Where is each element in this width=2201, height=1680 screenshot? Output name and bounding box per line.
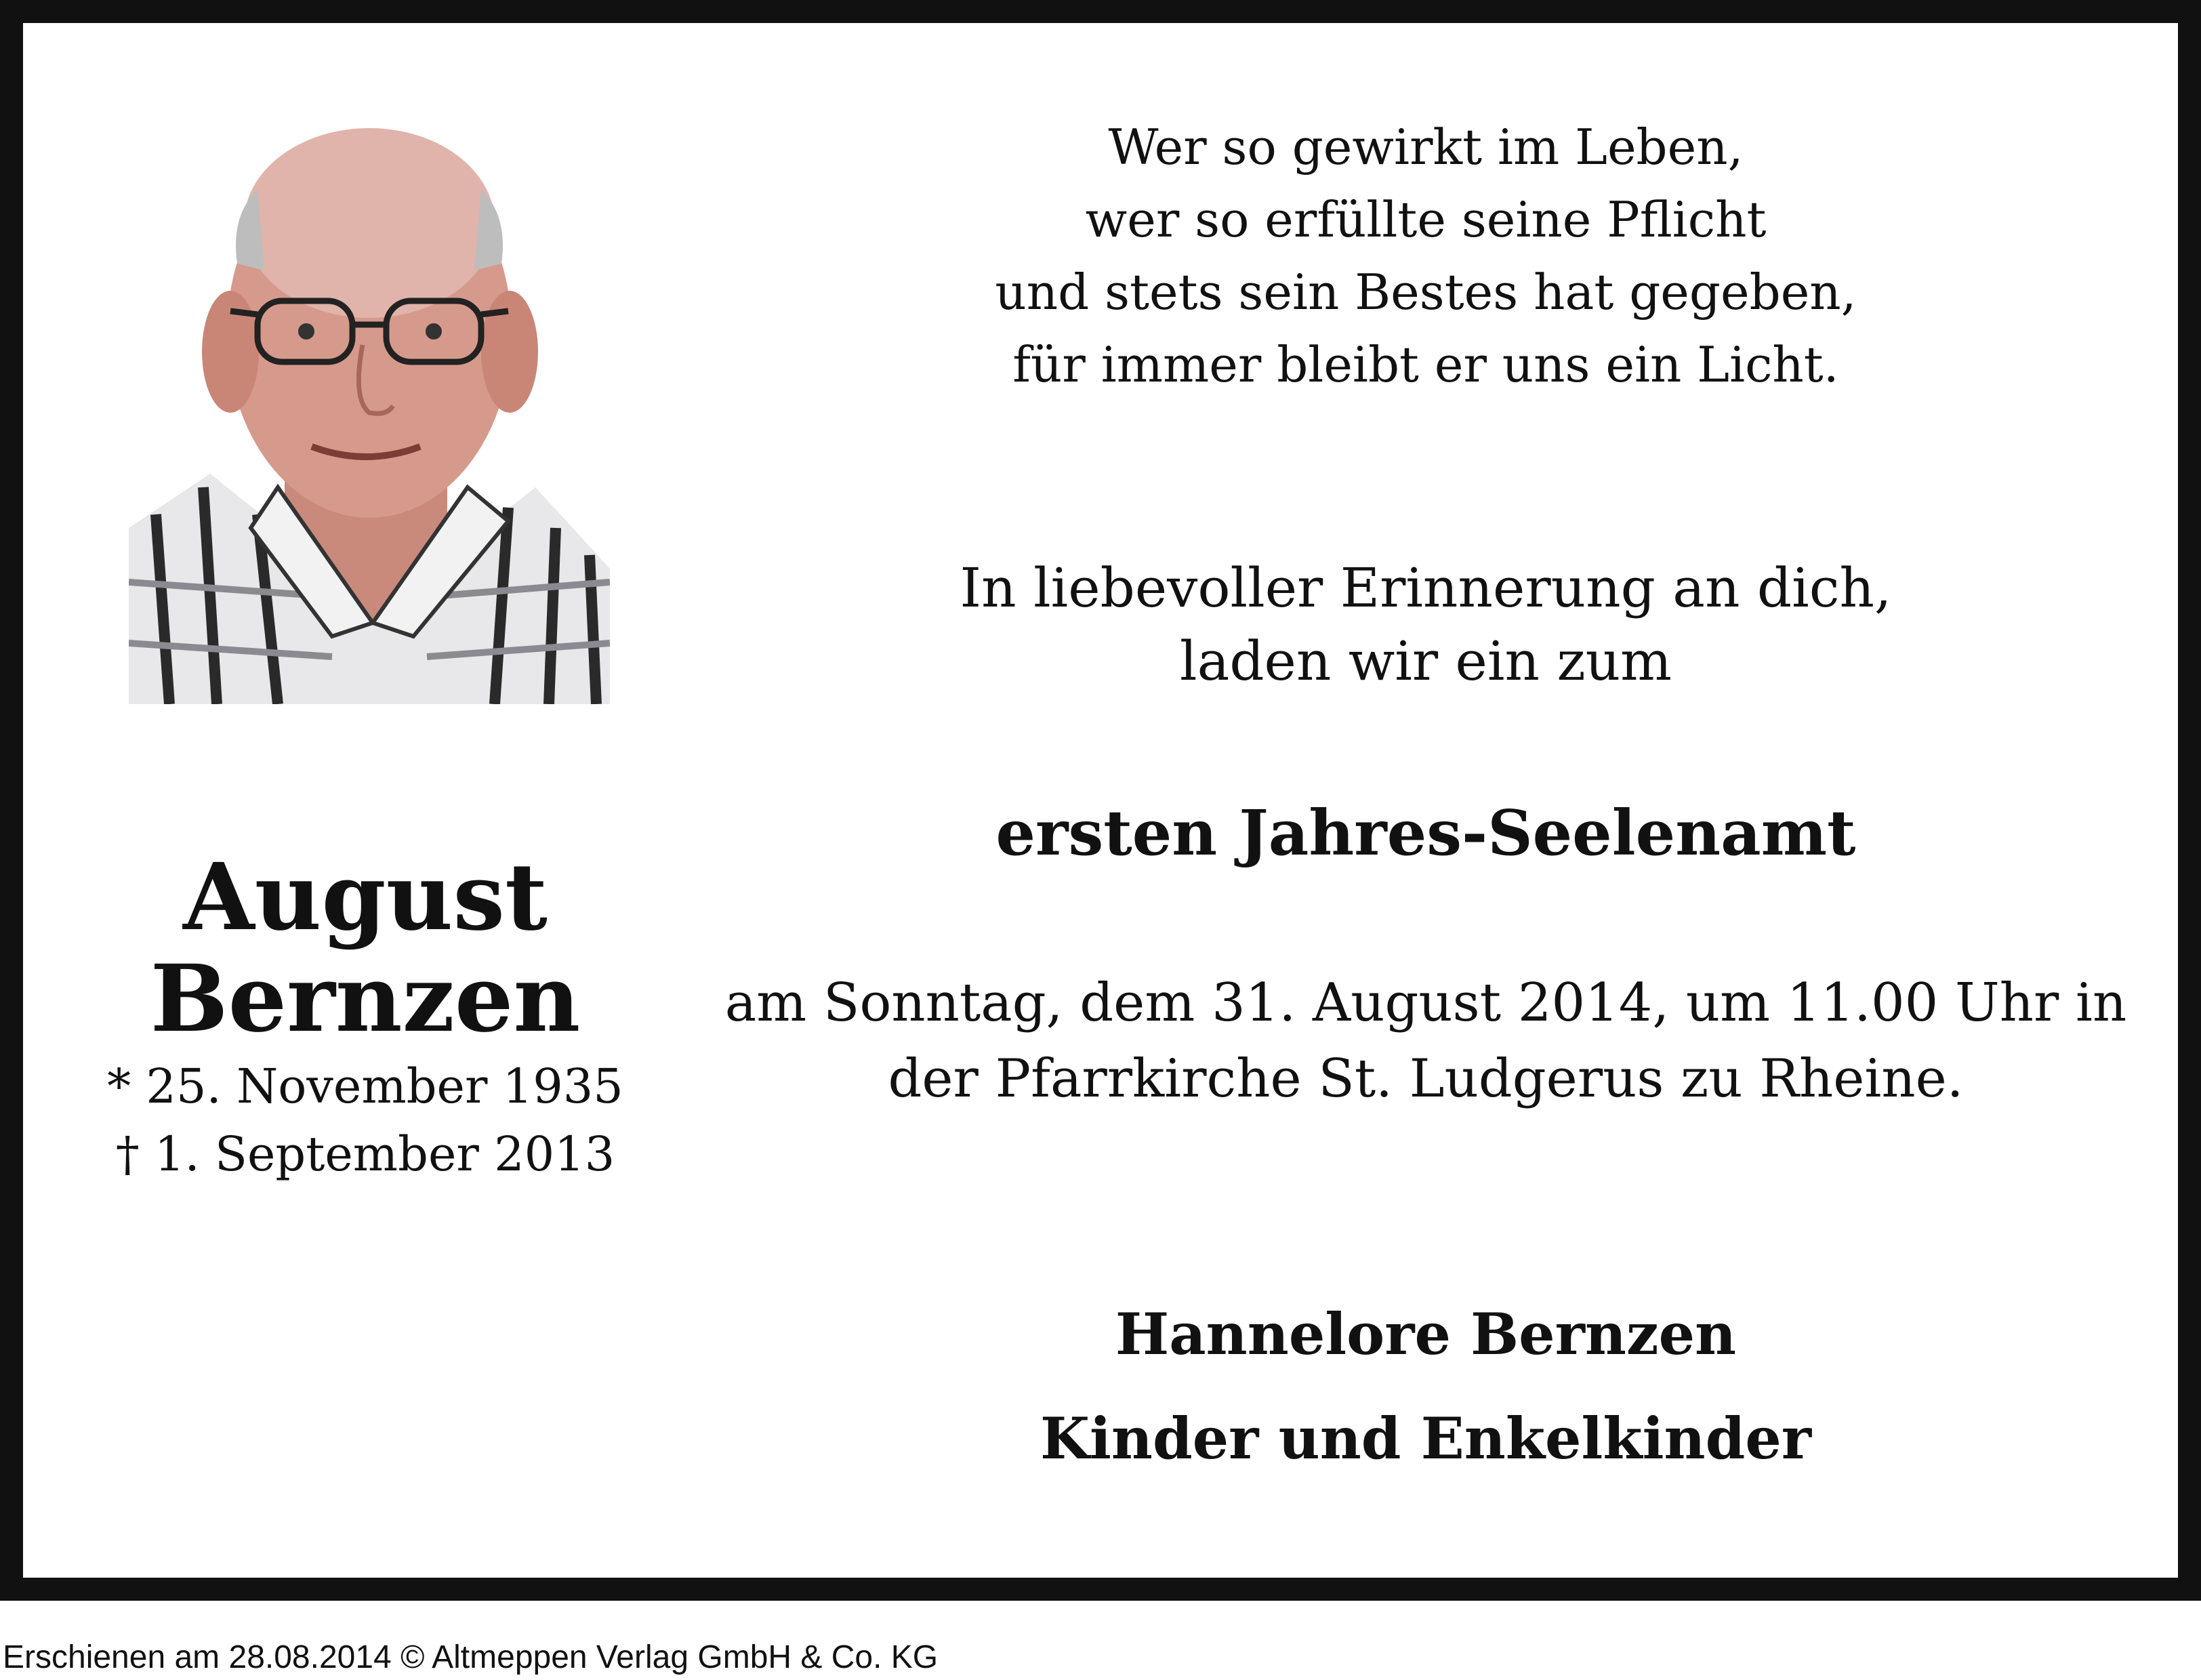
- details-line: am Sonntag, dem 31. August 2014, um 11.00 Uhr in: [724, 972, 2127, 1033]
- invitation-line: In liebevoller Erinnerung an dich,: [960, 556, 1892, 619]
- poem-line: wer so erfüllte seine Pflicht: [1085, 191, 1767, 248]
- invitation-line: laden wir ein zum: [1180, 630, 1672, 693]
- event-title-text: ersten Jahres-Seelenamt: [995, 796, 1856, 869]
- event-details: [707, 965, 2144, 1117]
- notice-card: [23, 23, 2178, 1578]
- invitation: [707, 552, 2144, 698]
- deceased-block: [84, 843, 646, 1188]
- last-name: Bernzen: [150, 945, 581, 1053]
- signatory: Hannelore Bernzen: [1115, 1300, 1737, 1368]
- poem-line: und stets sein Bestes hat gegeben,: [995, 264, 1857, 321]
- signatories: [707, 1297, 2144, 1476]
- publication-footer: Erschienen am 28.08.2014 © Altmeppen Verlag GmbH & Co. KG: [3, 1639, 939, 1675]
- event-title: [707, 796, 2144, 870]
- signatory: Kinder und Enkelkinder: [1040, 1405, 1812, 1472]
- portrait-photo: [129, 108, 610, 704]
- death-date: † 1. September 2013: [115, 1126, 615, 1182]
- details-line: der Pfarrkirche St. Ludgerus zu Rheine.: [888, 1048, 1964, 1109]
- poem-line: für immer bleibt er uns ein Licht.: [1012, 336, 1839, 393]
- poem-line: Wer so gewirkt im Leben,: [1108, 119, 1744, 176]
- birth-date: * 25. November 1935: [107, 1059, 623, 1114]
- first-name: August: [183, 843, 548, 951]
- poem: [707, 111, 2144, 401]
